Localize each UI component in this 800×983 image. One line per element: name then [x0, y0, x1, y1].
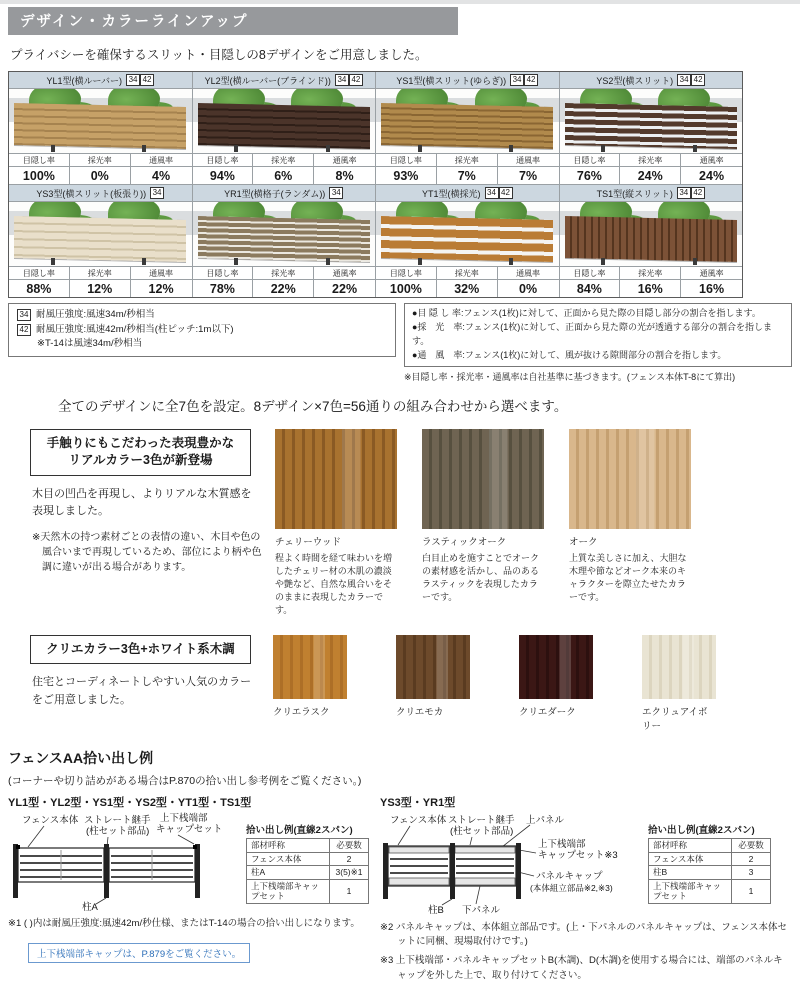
- pickup-note-3: ※3 上下桟端部・パネルキャップセットB(木調)、D(木調)を使用する場合には、端部のパネルキャップを外した上で、取り付けてください。: [380, 955, 783, 981]
- stat-value-privacy: 100%: [9, 167, 70, 184]
- stat-header-privacy: 目隠し率: [560, 267, 621, 279]
- stat-header-privacy: 目隠し率: [193, 267, 254, 279]
- legend-text-42: 耐風圧強度:風速42m/秒相当(柱ピッチ:1m以下): [36, 323, 234, 335]
- design-name: YS1型(横スリット(ゆらぎ)): [396, 75, 507, 86]
- legend-line-34: [17, 308, 387, 323]
- stat-headers: [193, 153, 376, 166]
- crea-color-title-box: クリエカラー3色+ホワイト系木調: [30, 635, 251, 665]
- stat-header-airflow: 通風率: [332, 155, 357, 165]
- wind-rating-tags: [677, 187, 705, 199]
- stat-values: [193, 166, 376, 184]
- fence-photo: [193, 89, 376, 153]
- section-title-bar: デザイン・カラーラインアップ: [8, 7, 458, 35]
- stat-header-privacy: 目隠し率: [9, 267, 70, 279]
- stat-value-light: 22%: [253, 280, 314, 297]
- wind-rating-tag: 34: [510, 74, 524, 86]
- fence-illustration: [14, 216, 186, 262]
- table-row: 柱A 3(5)※1: [247, 866, 369, 880]
- col-header-part: 部材呼称: [649, 838, 732, 852]
- stat-header-airflow: 通風率: [699, 268, 724, 278]
- legend-line-42: [17, 323, 387, 338]
- wind-rating-tags: [126, 74, 154, 86]
- stat-header-airflow: 通風率: [149, 155, 174, 165]
- design-card: [9, 185, 192, 297]
- swatch-description: 白目止めを施すことでオークの素材感を活かし、品のあるラスティックを表現したカラーです。: [422, 552, 540, 602]
- fence-post: [418, 145, 422, 152]
- stat-value-privacy: 84%: [560, 280, 621, 297]
- color-swatch-card: [422, 429, 544, 617]
- legend-note: ※T-14は風速34m/秒相当: [37, 338, 143, 350]
- stat-header-light: 採光率: [620, 267, 681, 279]
- wood-swatch: [273, 635, 347, 699]
- svg-text:キャップセット※3: キャップセット※3: [538, 849, 618, 861]
- stat-header-light: 採光率: [253, 154, 314, 166]
- wind-rating-tag: 34: [17, 309, 31, 321]
- pickup-section: [8, 748, 792, 983]
- design-name: YT1型(横採光): [421, 188, 481, 199]
- stat-header-light: 採光率: [70, 154, 131, 166]
- svg-text:ストレート継手: ストレート継手: [84, 814, 151, 826]
- svg-text:フェンス本体: フェンス本体: [22, 814, 79, 826]
- design-header: [560, 185, 743, 202]
- real-color-title-line1: 手触りにもこだわった表現豊かな: [46, 435, 235, 450]
- wood-swatch: [569, 429, 691, 529]
- svg-text:(柱セット部品): (柱セット部品): [450, 825, 514, 837]
- swatch-name: クリエダーク: [519, 706, 576, 718]
- color-swatch-card: [275, 429, 397, 617]
- design-header: [376, 72, 559, 89]
- pickup-left-column: [8, 794, 380, 983]
- fence-illustration: [565, 216, 737, 262]
- stat-header-airflow: 通風率: [699, 155, 724, 165]
- design-card: [560, 185, 743, 297]
- rate-basis-note: ※目隠し率・採光率・通風率は自社基準に基づきます。(フェンス本体T-8にて算出): [404, 371, 736, 382]
- wind-rating-tags: [335, 74, 363, 86]
- wind-rating-tag: 42: [140, 74, 154, 86]
- svg-text:上下桟端部: 上下桟端部: [538, 838, 586, 850]
- design-name: YS3型(横スリット(板張り)): [36, 188, 147, 199]
- design-header: [193, 72, 376, 89]
- stat-header-light: 採光率: [620, 154, 681, 166]
- pickup-table-left: 拾い出し例(直線2スパン) 部材呼称 必要数 フェンス本体 2 柱A 3(5)※1 上下桟端部キャップセット 1: [246, 822, 369, 912]
- stat-header-light: 採光率: [70, 267, 131, 279]
- stat-header-privacy: 目隠し率: [376, 267, 437, 279]
- stat-header-privacy: 目隠し率: [9, 154, 70, 166]
- stat-value-light: 32%: [437, 280, 498, 297]
- stat-values: [9, 279, 192, 297]
- stat-value-airflow: 4%: [152, 168, 171, 183]
- stat-headers: [193, 266, 376, 279]
- pickup-left-heading: YL1型・YL2型・YS1型・YS2型・YT1型・TS1型: [8, 796, 252, 809]
- wood-swatch: [642, 635, 716, 699]
- fence-illustration: [198, 216, 370, 262]
- wind-rating-tag: 42: [499, 187, 513, 199]
- stat-value-privacy: 76%: [560, 167, 621, 184]
- wood-swatch: [396, 635, 470, 699]
- fence-post: [693, 258, 697, 265]
- fence-post: [51, 258, 55, 265]
- svg-text:ストレート継手: ストレート継手: [448, 814, 515, 826]
- page-top-strip: [0, 0, 800, 4]
- stat-headers: [560, 153, 743, 166]
- fence-post: [601, 258, 605, 265]
- stat-value-light: 0%: [70, 167, 131, 184]
- wind-rating-tag: 34: [677, 187, 691, 199]
- fence-post: [693, 145, 697, 152]
- swatch-description: 上質な美しさに加え、大胆な木理や節などオーク本来のキャラクターを際立たせたカラーです。: [569, 552, 687, 602]
- stat-value-privacy: 78%: [193, 280, 254, 297]
- wind-rating-tag: 42: [691, 74, 705, 86]
- design-card: [560, 72, 743, 184]
- real-color-body: 木目の凹凸を再現し、よりリアルな木質感を表現しました。: [32, 487, 252, 517]
- fence-post: [326, 258, 330, 265]
- fence-photo: [560, 89, 743, 153]
- stat-header-light: 採光率: [253, 267, 314, 279]
- stat-value-light: 7%: [437, 167, 498, 184]
- color-combination-line: 全てのデザインに全7色を設定。8デザイン×7色=56通りの組み合わせから選べます。: [58, 398, 568, 414]
- design-header: [9, 72, 192, 89]
- stat-value-light: 6%: [253, 167, 314, 184]
- fence-illustration: [565, 103, 737, 149]
- svg-text:柱A: 柱A: [82, 901, 98, 912]
- stat-values: [560, 166, 743, 184]
- color-swatch-card: [396, 635, 470, 732]
- wind-rating-tag: 42: [524, 74, 538, 86]
- pickup-subtitle: (コーナーや切り詰めがある場合はP.870の拾い出し参考例をご覧ください。): [8, 774, 362, 787]
- stat-value-privacy: 93%: [376, 167, 437, 184]
- real-color-note: ※天然木の持つ素材ごとの表情の違い、木目や色の風合いまで再現しているため、部位により柄や色調に違いが出る場合があります。: [32, 531, 262, 573]
- stat-value-airflow: 8%: [335, 168, 354, 183]
- definition-light: ●採 光 率:フェンス(1枚)に対して、正面から見た際の光が透過する部分の割合を指します。: [412, 321, 773, 346]
- stat-header-airflow: 通風率: [516, 155, 541, 165]
- fence-post: [142, 145, 146, 152]
- design-name: YL2型(横ルーバー(ブラインド)): [204, 75, 331, 86]
- wind-rating-tag: 42: [349, 74, 363, 86]
- wind-resistance-legend: [8, 303, 396, 357]
- wind-rating-tag: 42: [17, 324, 31, 336]
- stat-values: [376, 166, 559, 184]
- stat-values: [376, 279, 559, 297]
- wood-swatch: [275, 429, 397, 529]
- design-card: [376, 185, 559, 297]
- fence-post: [509, 258, 513, 265]
- table-row: フェンス本体 2: [649, 852, 771, 866]
- wind-rating-tag: 34: [150, 187, 164, 199]
- design-header: [193, 185, 376, 202]
- design-card: [9, 72, 192, 184]
- fence-post: [418, 258, 422, 265]
- stat-values: [193, 279, 376, 297]
- svg-text:下パネル: 下パネル: [462, 904, 501, 916]
- fence-photo: [376, 89, 559, 153]
- wind-rating-tag: 34: [126, 74, 140, 86]
- definition-airflow: ●通 風 率:フェンス(1枚)に対して、風が抜ける隙間部分の割合を指します。: [412, 349, 727, 360]
- wood-swatch: [519, 635, 593, 699]
- fence-assembly-diagram-left: [8, 812, 236, 912]
- design-name: TS1型(縦スリット): [596, 188, 673, 199]
- pickup-title: フェンスAA拾い出し例: [8, 749, 154, 766]
- fence-illustration: [381, 216, 553, 262]
- stat-header-light: 採光率: [437, 267, 498, 279]
- rate-definitions-box: [404, 303, 792, 367]
- pickup-note-2: ※2 パネルキャップは、本体組立部品です。(上・下パネルのパネルキャップは、フェンス本体セットに同梱、現場取付けです。): [380, 921, 788, 948]
- stat-headers: [560, 266, 743, 279]
- pickup-columns: [8, 794, 792, 983]
- table-row: フェンス本体 2: [247, 852, 369, 866]
- design-card: [376, 72, 559, 184]
- intro-text: プライバシーを確保するスリット・目隠しの8デザインをご用意しました。: [10, 48, 428, 62]
- swatch-name: エクリュアイボリー: [642, 706, 708, 732]
- fence-post: [234, 258, 238, 265]
- crea-color-swatches: [273, 635, 716, 732]
- swatch-name: チェリーウッド: [275, 536, 342, 548]
- stat-headers: [376, 266, 559, 279]
- design-name: YS2型(横スリット): [596, 75, 674, 86]
- wind-rating-tag: 42: [691, 187, 705, 199]
- svg-text:(柱セット部品): (柱セット部品): [86, 825, 150, 837]
- pickup-right-column: [380, 794, 792, 983]
- svg-text:上パネル: 上パネル: [526, 814, 565, 826]
- real-color-title-box: [30, 429, 251, 476]
- svg-text:上下桟端部: 上下桟端部: [160, 812, 208, 824]
- fence-post: [326, 145, 330, 152]
- fence-post: [601, 145, 605, 152]
- stat-value-privacy: 100%: [376, 280, 437, 297]
- svg-text:キャップセット: キャップセット: [156, 823, 223, 835]
- wind-rating-tags: [150, 187, 164, 199]
- wind-rating-tag: 34: [485, 187, 499, 199]
- svg-text:柱B: 柱B: [428, 904, 444, 916]
- real-color-swatches: [275, 429, 691, 617]
- fence-post: [234, 145, 238, 152]
- fence-illustration: [381, 103, 553, 149]
- col-header-qty: 必要数: [330, 838, 369, 852]
- rate-definition-column: [404, 303, 792, 383]
- color-swatch-card: [519, 635, 593, 732]
- svg-text:フェンス本体: フェンス本体: [390, 814, 447, 826]
- stat-header-privacy: 目隠し率: [560, 154, 621, 166]
- design-header: [9, 185, 192, 202]
- design-name: YL1型(横ルーバー): [46, 75, 123, 86]
- stat-headers: [9, 153, 192, 166]
- pickup-table-right: 拾い出し例(直線2スパン) 部材呼称 必要数 フェンス本体 2 柱B 3 上下桟端部キャップセット 1: [648, 822, 771, 916]
- stat-value-airflow: 7%: [519, 168, 538, 183]
- swatch-name: オーク: [569, 536, 598, 548]
- legend-text-34: 耐風圧強度:風速34m/秒相当: [36, 309, 155, 320]
- wind-rating-tag: 34: [335, 74, 349, 86]
- design-header: [560, 72, 743, 89]
- design-lineup-table: [8, 71, 743, 298]
- stat-values: [9, 166, 192, 184]
- stat-header-privacy: 目隠し率: [193, 154, 254, 166]
- wind-rating-tags: [510, 74, 538, 86]
- wind-rating-tags: [329, 187, 343, 199]
- wind-rating-tags: [677, 74, 705, 86]
- fence-photo: [193, 202, 376, 266]
- stat-value-light: 16%: [620, 280, 681, 297]
- real-color-title-line2: リアルカラー3色が新登場: [68, 453, 213, 468]
- swatch-description: 程よく時間を経て味わいを増したチェリー材の木肌の濃淡や艶など、自然な風合いをそのままに表現したカラーです。: [275, 552, 393, 615]
- stat-headers: [376, 153, 559, 166]
- stat-value-privacy: 88%: [9, 280, 70, 297]
- real-color-intro-column: [8, 429, 263, 617]
- wind-rating-tag: 34: [329, 187, 343, 199]
- stat-value-airflow: 16%: [699, 281, 725, 296]
- fence-post: [142, 258, 146, 265]
- col-header-part: 部材呼称: [247, 838, 330, 852]
- page-reference-box: 上下桟端部キャップは、P.879をご覧ください。: [28, 943, 250, 963]
- legend-row: [8, 303, 792, 383]
- svg-text:(本体組立部品※2,※3): (本体組立部品※2,※3): [530, 882, 613, 893]
- col-header-qty: 必要数: [732, 838, 771, 852]
- table-row: 上下桟端部キャップセット 1: [247, 879, 369, 903]
- stat-value-airflow: 22%: [332, 281, 358, 296]
- design-name: YR1型(横格子(ランダム)): [224, 188, 326, 199]
- color-swatch-card: [569, 429, 691, 617]
- stat-header-airflow: 通風率: [149, 268, 174, 278]
- fence-illustration: [198, 103, 370, 149]
- stat-header-light: 採光率: [437, 154, 498, 166]
- color-swatch-card: [642, 635, 716, 732]
- fence-post: [51, 145, 55, 152]
- swatch-name: クリエラスク: [273, 706, 330, 718]
- pickup-note-1: ※1 ( )内は耐風圧強度:風速42m/秒仕様、またはT-14の場合の拾い出しになります。: [8, 917, 360, 929]
- fence-assembly-diagram-right: [380, 812, 638, 916]
- stat-value-light: 24%: [620, 167, 681, 184]
- real-color-section: [8, 429, 792, 617]
- fence-illustration: [14, 103, 186, 149]
- design-header: [376, 185, 559, 202]
- svg-text:パネルキャップ: パネルキャップ: [536, 870, 603, 882]
- fence-photo: [376, 202, 559, 266]
- definition-privacy: ●目 隠 し 率:フェンス(1枚)に対して、正面から見た際の目隠し部分の割合を指します。: [412, 308, 761, 318]
- stat-values: [560, 279, 743, 297]
- stat-header-airflow: 通風率: [516, 268, 541, 278]
- stat-header-airflow: 通風率: [332, 268, 357, 278]
- table-row: 上下桟端部キャップセット 1: [649, 879, 771, 903]
- wind-rating-tag: 34: [677, 74, 691, 86]
- stat-value-airflow: 0%: [519, 281, 538, 296]
- fence-post: [509, 145, 513, 152]
- stat-headers: [9, 266, 192, 279]
- stat-value-light: 12%: [70, 280, 131, 297]
- stat-value-airflow: 24%: [699, 168, 725, 183]
- wind-rating-tags: [485, 187, 513, 199]
- wood-swatch: [422, 429, 544, 529]
- crea-color-section: [8, 635, 792, 732]
- stat-value-airflow: 12%: [148, 281, 174, 296]
- design-card: [193, 72, 376, 184]
- crea-color-body: 住宅とコーディネートしやすい人気のカラーをご用意しました。: [32, 676, 252, 706]
- pickup-right-heading: YS3型・YR1型: [380, 796, 456, 809]
- table-row: 柱B 3: [649, 866, 771, 880]
- stat-value-privacy: 94%: [193, 167, 254, 184]
- swatch-name: クリエモカ: [396, 706, 444, 718]
- stat-header-privacy: 目隠し率: [376, 154, 437, 166]
- fence-photo: [9, 202, 192, 266]
- color-swatch-card: [273, 635, 347, 732]
- fence-photo: [9, 89, 192, 153]
- design-card: [193, 185, 376, 297]
- fence-photo: [560, 202, 743, 266]
- swatch-name: ラスティックオーク: [422, 536, 507, 548]
- crea-color-intro-column: [8, 635, 263, 732]
